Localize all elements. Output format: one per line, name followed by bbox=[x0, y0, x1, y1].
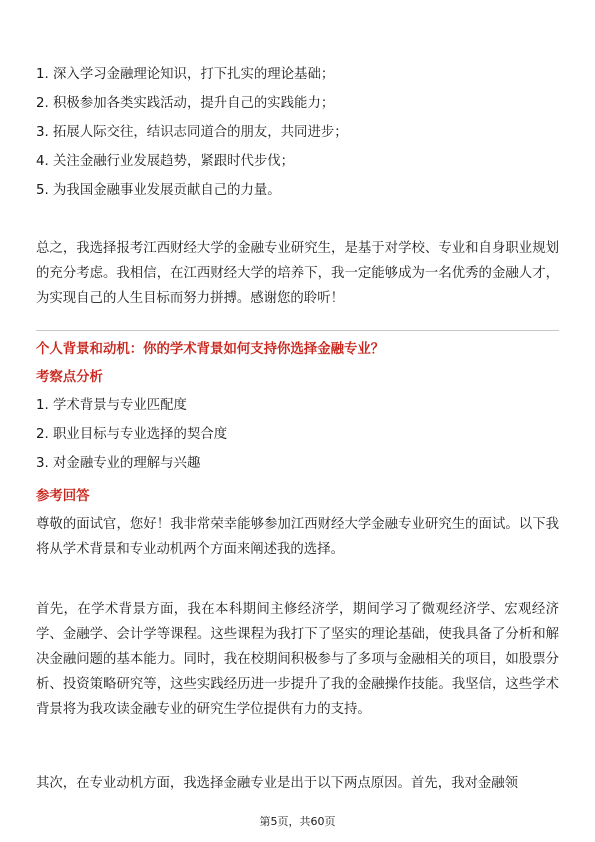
list-item: 1. 深入学习金融理论知识，打下扎实的理论基础； bbox=[36, 67, 335, 82]
page-number: 第5页，共60页 bbox=[259, 815, 336, 828]
list-item: 4. 关注金融行业发展趋势，紧跟时代步伐； bbox=[36, 154, 295, 169]
analysis-point: 1. 学术背景与专业匹配度 bbox=[36, 398, 187, 413]
analysis-point: 3. 对金融专业的理解与兴趣 bbox=[36, 456, 201, 471]
conclusion-paragraph: 总之，我选择报考江西财经大学的金融专业研究生，是基于对学校、专业和自身职业规划的充分考虑。我相信，在江西财经大学的培养下，我一定能够成为一名优秀的金融人才，为实现自己的人生目标而努力拼搏。感谢您的聆听！ bbox=[36, 241, 559, 306]
list-item: 2. 积极参加各类实践活动，提升自己的实践能力； bbox=[36, 96, 335, 111]
answer-paragraph: 首先，在学术背景方面，我在本科期间主修经济学，期间学习了微观经济学、宏观经济学、金融学、会计学等课程。这些课程为我打下了坚实的理论基础，使我具备了分析和解决金融问题的基本能力。同时，我在校期间积极参与了多项与金融相关的项目，如股票分析、投资策略研究等，这些实践经历进一步提升了我的金融操作技能。我坚信，这些学术背景将为我攻读金融专业的研究生学位提供有力的支持。 bbox=[36, 602, 559, 717]
answer-paragraph: 尊敬的面试官，您好！我非常荣幸能够参加江西财经大学金融专业研究生的面试。以下我将从学术背景和专业动机两个方面来阐述我的选择。 bbox=[36, 517, 559, 557]
analysis-point: 2. 职业目标与专业选择的契合度 bbox=[36, 427, 228, 442]
list-item: 3. 拓展人际交往，结识志同道合的朋友，共同进步； bbox=[36, 125, 348, 140]
question-heading: 个人背景和动机：你的学术背景如何支持你选择金融专业？ bbox=[36, 342, 385, 357]
analysis-heading: 考察点分析 bbox=[36, 370, 103, 385]
answer-heading: 参考回答 bbox=[36, 489, 90, 504]
section-divider bbox=[36, 330, 559, 331]
answer-paragraph: 其次，在专业动机方面，我选择金融专业是出于以下两点原因。首先，我对金融领 bbox=[36, 776, 519, 791]
list-item: 5. 为我国金融事业发展贡献自己的力量。 bbox=[36, 183, 281, 198]
